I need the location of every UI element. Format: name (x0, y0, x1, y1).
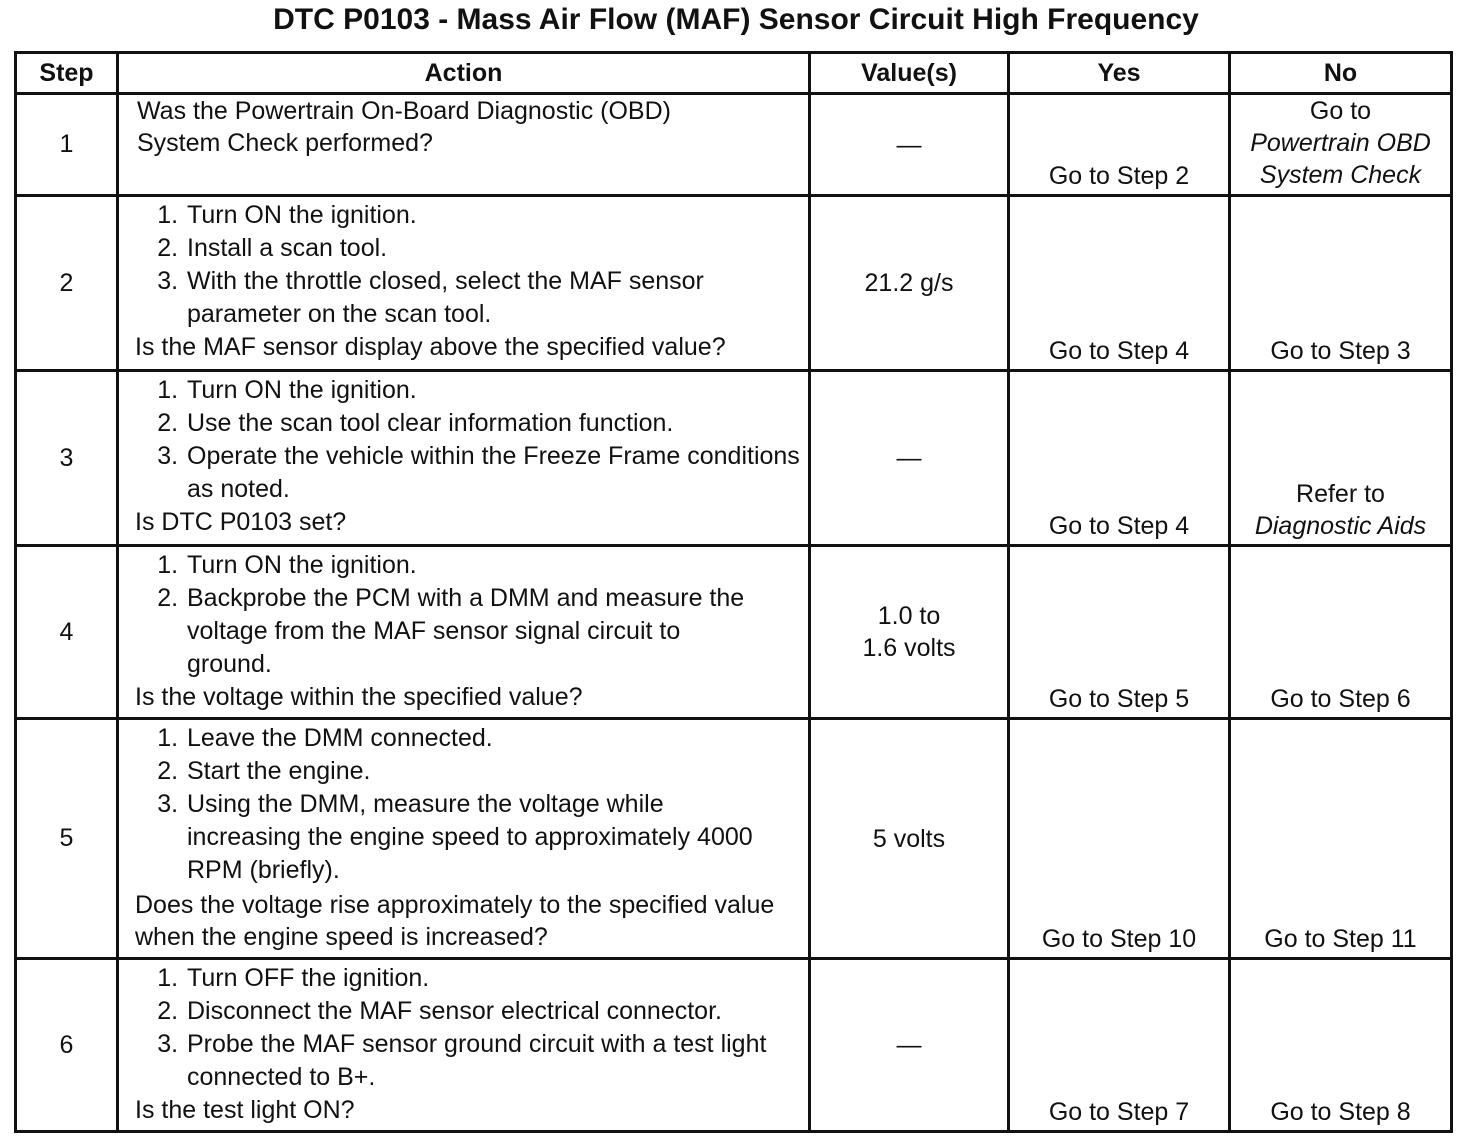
table-row (16, 371, 1452, 546)
step-number: 3 (16, 371, 118, 546)
header-values: Value(s) (810, 53, 1009, 94)
value-line: 1.6 volts (862, 634, 956, 662)
step-number: 2 (16, 196, 118, 371)
yes-cell: Go to Step 10 (1009, 719, 1230, 959)
header-yes: Yes (1009, 53, 1230, 94)
action-cell (118, 719, 810, 959)
action-cell (118, 94, 810, 196)
table-row (16, 196, 1452, 371)
header-row (16, 53, 1452, 94)
yes-cell: Go to Step 7 (1009, 959, 1230, 1132)
action-cell (118, 196, 810, 371)
action-step: 3. Probe the MAF sensor ground circuit with a test light connected to B+. (185, 1028, 800, 1094)
no-reference-link[interactable]: Powertrain OBD System Check (1250, 129, 1431, 189)
action-step: 2. Disconnect the MAF sensor electrical connector. (185, 995, 800, 1028)
table-row (16, 546, 1452, 719)
header-no: No (1230, 53, 1452, 94)
action-step: 1. Turn OFF the ignition. (185, 962, 800, 995)
value-cell (810, 546, 1009, 719)
no-reference-link[interactable]: Diagnostic Aids (1254, 512, 1427, 540)
step-number: 4 (16, 546, 118, 719)
step-number: 5 (16, 719, 118, 959)
action-cell (118, 371, 810, 546)
value-line: 1.0 to (877, 602, 941, 630)
table-row (16, 719, 1452, 959)
no-cell (1230, 94, 1452, 196)
action-step: 3. Using the DMM, measure the voltage while increasing the engine speed to approximately 4000 RPM (briefly). (185, 788, 770, 887)
action-step: 2. Use the scan tool clear information function. (185, 407, 800, 440)
value-cell: — (810, 371, 1009, 546)
action-step: 3. Operate the vehicle within the Freeze Frame conditions as noted. (185, 440, 800, 506)
action-question: Was the Powertrain On-Board Diagnostic (OBD) System Check performed? (137, 97, 671, 157)
no-cell: Go to Step 3 (1230, 196, 1452, 371)
action-question: Is the MAF sensor display above the specified value? (135, 333, 726, 361)
action-step: 3. With the throttle closed, select the MAF sensor parameter on the scan tool. (185, 265, 800, 331)
value-cell: — (810, 959, 1009, 1132)
action-question: Is DTC P0103 set? (135, 508, 347, 536)
step-number: 1 (16, 94, 118, 196)
action-step: 1. Turn ON the ignition. (185, 374, 800, 407)
action-step: 2. Start the engine. (185, 755, 770, 788)
no-cell: Go to Step 8 (1230, 959, 1452, 1132)
no-lead-text: Refer to (1296, 480, 1385, 508)
action-cell (118, 546, 810, 719)
action-question: Does the voltage rise approximately to the specified value when the engine speed is increased? (135, 891, 775, 951)
yes-cell: Go to Step 4 (1009, 196, 1230, 371)
no-cell (1230, 371, 1452, 546)
no-cell: Go to Step 6 (1230, 546, 1452, 719)
value-cell: — (810, 94, 1009, 196)
action-step: 1. Leave the DMM connected. (185, 722, 770, 755)
action-cell (118, 959, 810, 1132)
header-action: Action (118, 53, 810, 94)
table-row (16, 94, 1452, 196)
yes-cell: Go to Step 5 (1009, 546, 1230, 719)
action-steps-list (135, 722, 800, 887)
yes-cell: Go to Step 4 (1009, 371, 1230, 546)
value-cell: 21.2 g/s (810, 196, 1009, 371)
no-cell: Go to Step 11 (1230, 719, 1452, 959)
step-number: 6 (16, 959, 118, 1132)
action-steps-list (135, 199, 800, 331)
action-question: Is the voltage within the specified value? (135, 683, 583, 711)
action-question: Is the test light ON? (135, 1096, 355, 1124)
action-step: 2. Install a scan tool. (185, 232, 800, 265)
page-title: DTC P0103 - Mass Air Flow (MAF) Sensor Circuit High Frequency (273, 3, 1199, 36)
no-lead-text: Go to (1309, 97, 1372, 125)
action-steps-list (135, 374, 800, 506)
action-step: 1. Turn ON the ignition. (185, 549, 770, 582)
action-step: 1. Turn ON the ignition. (185, 199, 800, 232)
header-step: Step (16, 53, 118, 94)
action-step: 2. Backprobe the PCM with a DMM and measure the voltage from the MAF sensor signal circuit to ground. (185, 582, 770, 681)
diagnostic-table (14, 51, 1453, 1133)
value-cell: 5 volts (810, 719, 1009, 959)
action-steps-list (135, 962, 800, 1094)
table-row (16, 959, 1452, 1132)
yes-cell: Go to Step 2 (1009, 94, 1230, 196)
action-steps-list (135, 549, 800, 681)
